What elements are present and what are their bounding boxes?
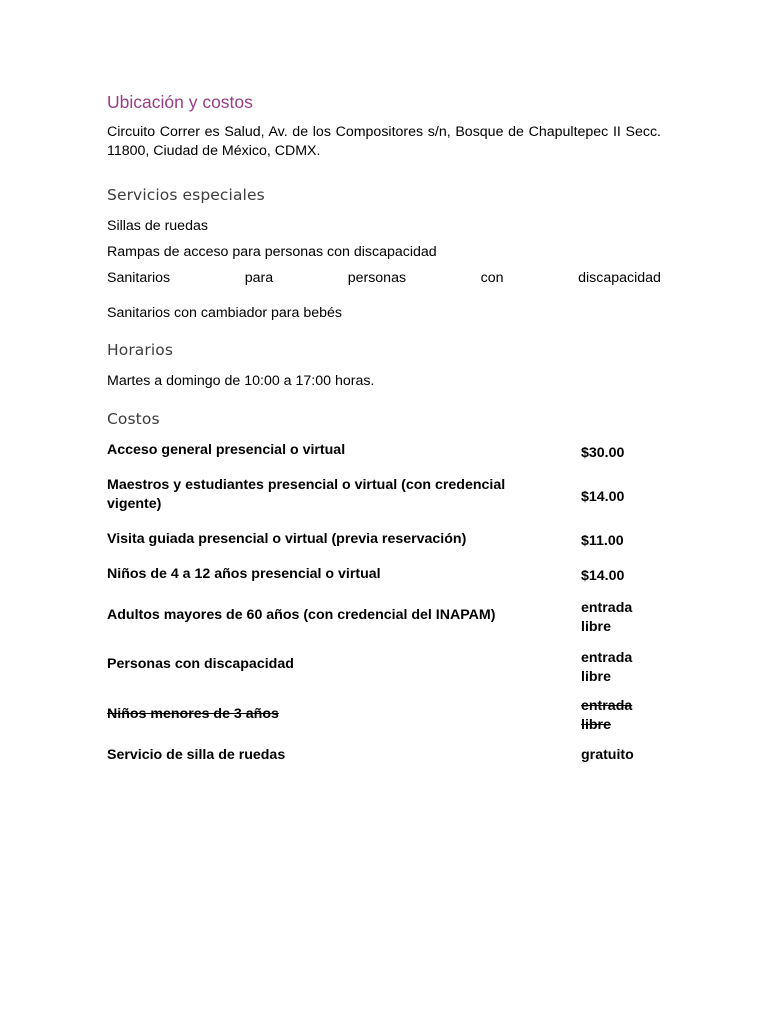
cost-label-disability: Personas con discapacidad [107, 656, 294, 672]
cost-label-wheelchair-service: Servicio de silla de ruedas [107, 747, 286, 763]
cost-label-seniors: Adultos mayores de 60 años (con credencial del INAPAM) [107, 607, 496, 623]
schedule-text: Martes a domingo de 10:00 a 17:00 horas. [107, 373, 375, 389]
cost-value-seniors: entrada libre [581, 600, 633, 635]
service-item-wheelchairs: Sillas de ruedas [107, 218, 208, 234]
justified-word: discapacidad [578, 270, 661, 286]
cost-label-children-4-12: Niños de 4 a 12 años presencial o virtual [107, 566, 381, 582]
services-heading: Servicios especiales [107, 186, 265, 204]
cost-value-disability: entrada libre [581, 650, 633, 685]
cost-label-general: Acceso general presencial o virtual [107, 442, 346, 458]
service-item-ramps: Rampas de acceso para personas con discapacidad [107, 244, 437, 260]
justified-word: con [480, 270, 504, 286]
cost-value-under-3: entrada libre [581, 698, 633, 733]
schedule-heading: Horarios [107, 341, 174, 359]
cost-value-children-4-12: $14.00 [581, 568, 625, 584]
justified-word: Sanitarios [107, 270, 171, 286]
cost-value-teachers-students: $14.00 [581, 489, 625, 505]
address-text: Circuito Correr es Salud, Av. de los Compositores s/n, Bosque de Chapultepec II Secc. 11800, Ciudad de México, CDMX. [107, 124, 661, 159]
location-heading: Ubicación y costos [107, 92, 253, 112]
cost-label-under-3: Niños menores de 3 años [107, 706, 279, 722]
service-item-baby-changing: Sanitarios con cambiador para bebés [107, 305, 343, 321]
cost-value-wheelchair-service: gratuito [581, 747, 634, 763]
justified-word: personas [347, 270, 407, 286]
cost-value-general: $30.00 [581, 445, 625, 461]
cost-label-teachers-students: Maestros y estudiantes presencial o virtual (con credencial vigente) [107, 477, 506, 512]
cost-label-guided-visit: Visita guiada presencial o virtual (previa reservación) [107, 531, 467, 547]
costs-heading: Costos [107, 410, 160, 428]
justified-word: para [244, 270, 274, 286]
cost-value-guided-visit: $11.00 [581, 533, 624, 549]
service-item-accessible-restrooms [107, 270, 661, 286]
